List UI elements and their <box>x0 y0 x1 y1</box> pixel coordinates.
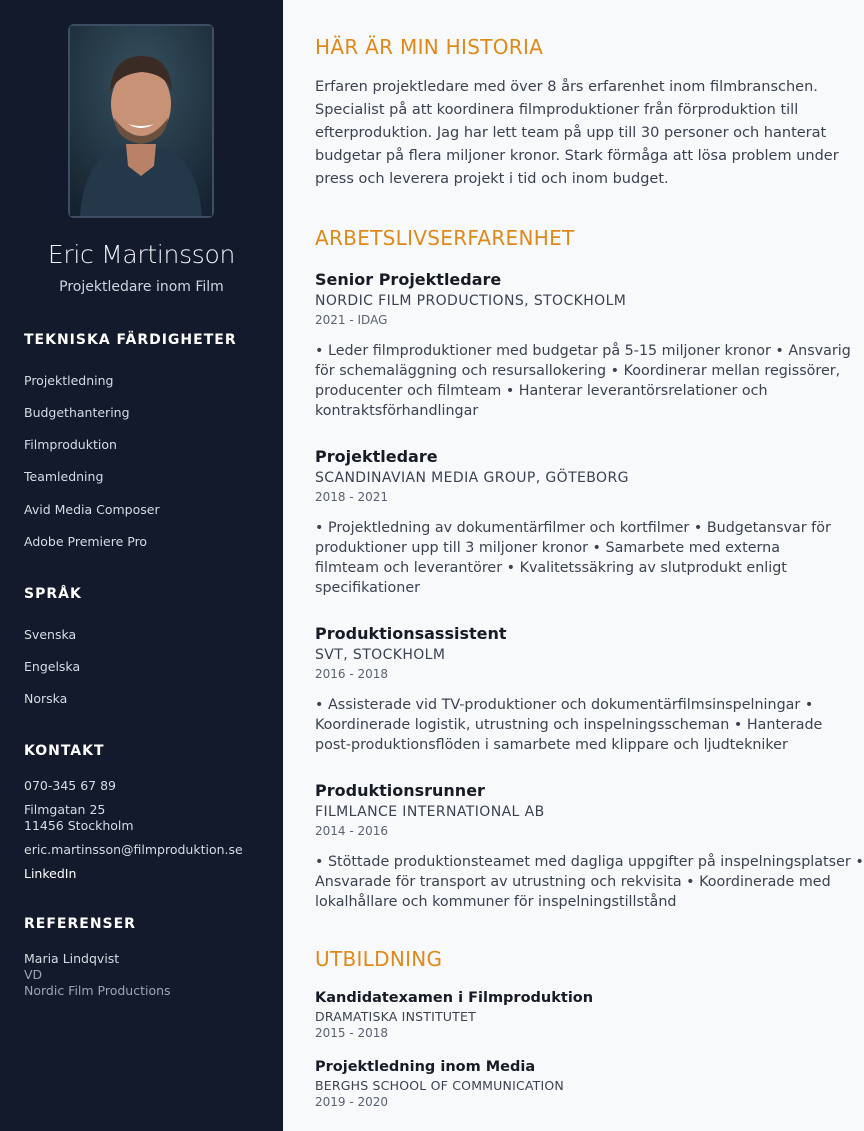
job-title: Senior Projektledare <box>315 270 502 289</box>
profile-name: Eric Martinsson <box>47 240 236 269</box>
main-content <box>283 0 864 1131</box>
education-degree: Kandidatexamen i Filmproduktion <box>315 990 594 1006</box>
language-item: Engelska <box>24 659 81 674</box>
contact-heading: KONTAKT <box>24 743 105 759</box>
job-period: 2014 - 2016 <box>315 824 389 838</box>
contact-city: 11456 Stockholm <box>24 818 134 833</box>
profile-title: Projektledare inom Film <box>59 279 224 295</box>
story-line: press och leverera projekt i tid och inom budget. <box>315 171 669 187</box>
job-company: FILMLANCE INTERNATIONAL AB <box>315 804 545 820</box>
contact-email-link[interactable]: eric.martinsson@filmproduktion.se <box>24 842 243 857</box>
story-line: efterproduktion. Jag har lett team på upp till 30 personer och hanterat <box>315 125 827 141</box>
job-title: Produktionsrunner <box>315 781 485 800</box>
story-heading: HÄR ÄR MIN HISTORIA <box>315 35 544 59</box>
job-company: SVT, STOCKHOLM <box>315 647 446 663</box>
job-period: 2016 - 2018 <box>315 667 389 681</box>
job-company: SCANDINAVIAN MEDIA GROUP, GÖTEBORG <box>315 470 629 486</box>
desc-line: producenter och filmteam • Hanterar leverantörsrelationer och <box>315 383 768 399</box>
job-period: 2021 - IDAG <box>315 313 388 327</box>
experience-heading: ARBETSLIVSERFARENHET <box>315 226 575 250</box>
education-school: BERGHS SCHOOL OF COMMUNICATION <box>315 1078 564 1093</box>
desc-line: • Projektledning av dokumentärfilmer och kortfilmer • Budgetansvar för <box>315 520 831 536</box>
education-period: 2019 - 2020 <box>315 1095 389 1109</box>
skills-heading: TEKNISKA FÄRDIGHETER <box>24 332 237 348</box>
job-title: Projektledare <box>315 447 438 466</box>
story-line: Specialist på att koordinera filmproduktioner från förproduktion till <box>315 102 799 118</box>
job-company: NORDIC FILM PRODUCTIONS, STOCKHOLM <box>315 293 627 309</box>
reference-company: Nordic Film Productions <box>24 983 171 998</box>
references-heading: REFERENSER <box>24 916 136 932</box>
skill-item: Filmproduktion <box>24 437 117 452</box>
desc-line: för schemaläggning och resursallokering • Koordinerar mellan regissörer, <box>315 363 841 379</box>
sidebar <box>0 0 283 1131</box>
desc-line: produktioner upp till 3 miljoner kronor • Samarbete med externa <box>315 540 780 556</box>
job-title: Produktionsassistent <box>315 624 507 643</box>
language-item: Svenska <box>24 627 77 642</box>
job-description <box>315 852 864 912</box>
desc-line: Ansvarade för transport av utrustning och rekvisita • Koordinerade med <box>315 874 831 890</box>
language-item: Norska <box>24 691 68 706</box>
desc-line: lokalhållare och kommuner för inspelningstillstånd <box>315 894 677 910</box>
education-degree: Projektledning inom Media <box>315 1059 536 1075</box>
story-line: budgetar på flera miljoner kronor. Stark förmåga att lösa problem under <box>315 148 839 164</box>
job-description <box>315 341 851 421</box>
profile-photo <box>68 24 214 218</box>
reference-role: VD <box>24 967 43 982</box>
reference-name: Maria Lindqvist <box>24 951 120 966</box>
contact-street: Filmgatan 25 <box>24 802 106 817</box>
desc-line: specifikationer <box>315 580 421 596</box>
education-heading: UTBILDNING <box>315 947 443 971</box>
desc-line: kontraktsförhandlingar <box>315 403 479 419</box>
job-period: 2018 - 2021 <box>315 490 389 504</box>
languages-heading: SPRÅK <box>24 586 82 602</box>
linkedin-link[interactable]: LinkedIn <box>24 866 77 881</box>
job-description <box>315 695 822 755</box>
skill-item: Avid Media Composer <box>24 502 160 517</box>
desc-line: • Assisterade vid TV-produktioner och dokumentärfilmsinspelningar • <box>315 697 814 713</box>
desc-line: • Leder filmproduktioner med budgetar på 5-15 miljoner kronor • Ansvarig <box>315 343 851 359</box>
job-description <box>315 518 831 598</box>
story-line: Erfaren projektledare med över 8 års erfarenhet inom filmbranschen. <box>315 79 818 95</box>
desc-line: filmteam och leverantörer • Kvalitetssäkring av slutprodukt enligt <box>315 560 787 576</box>
desc-line: • Stöttade produktionsteamet med dagliga uppgifter på inspelningsplatser • <box>315 854 864 870</box>
story-paragraph <box>315 76 839 191</box>
education-period: 2015 - 2018 <box>315 1026 389 1040</box>
skill-item: Budgethantering <box>24 405 130 420</box>
skill-item: Adobe Premiere Pro <box>24 534 148 549</box>
desc-line: post-produktionsflöden i samarbete med klippare och ljudtekniker <box>315 737 788 753</box>
contact-phone[interactable]: 070-345 67 89 <box>24 778 116 793</box>
desc-line: Koordinerade logistik, utrustning och inspelningsscheman • Hanterade <box>315 717 823 733</box>
education-school: DRAMATISKA INSTITUTET <box>315 1009 476 1024</box>
skill-item: Projektledning <box>24 373 114 388</box>
skill-item: Teamledning <box>24 469 104 484</box>
